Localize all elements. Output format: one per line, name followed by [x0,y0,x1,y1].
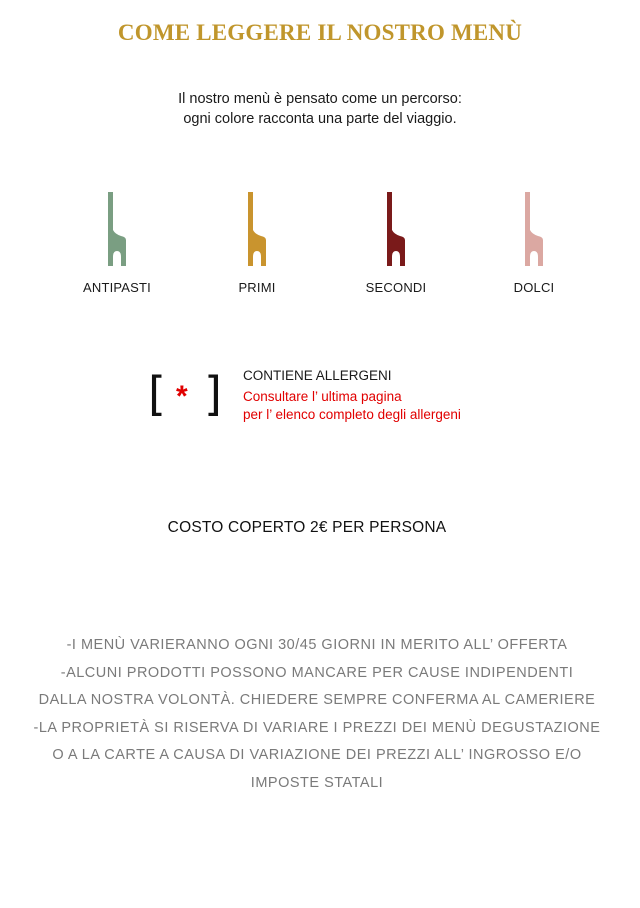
fork-icon [247,192,267,266]
allergen-note-line: per l’ elenco completo degli allergeni [243,407,461,422]
note-line: -LA PROPRIETÀ SI RISERVA DI VARIARE I PREZZI DEI MENÙ DEGUSTAZIONE [33,719,601,736]
category-antipasti [57,192,177,295]
allergen-note [243,388,461,424]
note-line: DALLA NOSTRA VOLONTÀ. CHIEDERE SEMPRE CONFERMA AL CAMERIERE [38,692,596,708]
category-secondi [336,192,456,295]
bracket-left-icon: [ [148,367,166,421]
intro-line: Il nostro menù è pensato come un percorso: [178,91,462,107]
category-label: PRIMI [238,280,276,295]
asterisk-icon: * [176,380,188,413]
note-line: -I MENÙ VARIERANNO OGNI 30/45 GIORNI IN MERITO ALL’ OFFERTA [66,637,568,653]
allergen-heading: CONTIENE ALLERGENI [243,368,392,383]
bracket-right-icon: ] [204,367,222,421]
intro-text [0,89,640,129]
allergen-note-line: Consultare l’ ultima pagina [243,389,402,404]
category-dolci [474,192,594,295]
category-label: DOLCI [513,280,555,295]
intro-line: ogni colore racconta una parte del viaggio. [183,111,457,127]
allergen-symbol [148,367,222,422]
fork-icon [524,192,544,266]
category-primi [197,192,317,295]
fork-icon [386,192,406,266]
menu-notes [0,632,634,797]
category-label: ANTIPASTI [82,280,151,295]
fork-icon [107,192,127,266]
note-line: IMPOSTE STATALI [250,774,384,791]
allergen-legend [243,367,461,424]
category-label: SECONDI [365,280,427,295]
page-title: COME LEGGERE IL NOSTRO MENÙ [117,20,523,45]
note-line: O A LA CARTE A CAUSA DI VARIAZIONE DEI PREZZI ALL’ INGROSSO E/O [52,747,582,763]
note-line: -ALCUNI PRODOTTI POSSONO MANCARE PER CAUSE INDIPENDENTI [60,664,574,681]
cover-charge: COSTO COPERTO 2€ PER PERSONA [167,519,447,536]
